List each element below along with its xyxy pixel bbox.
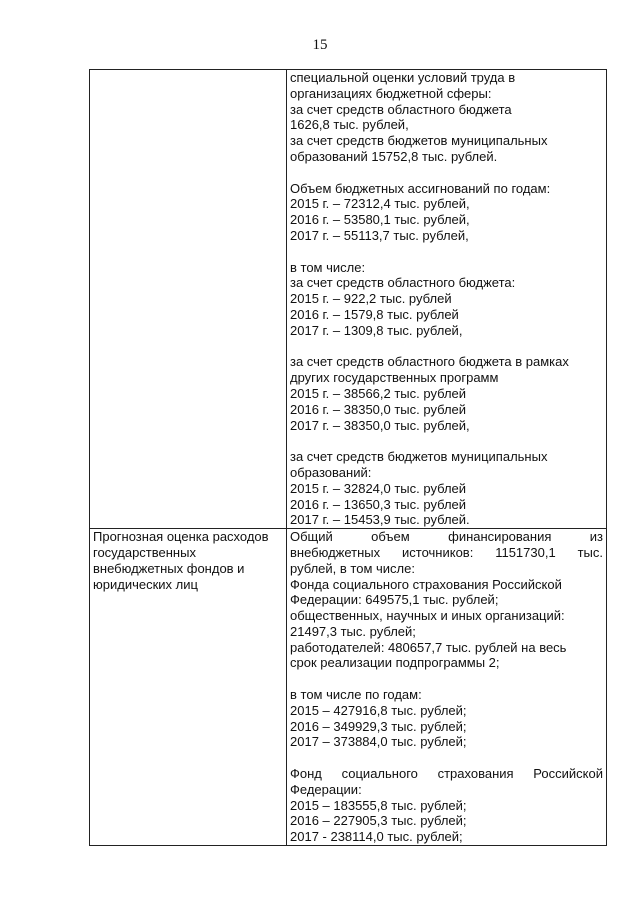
text-line: за счет средств бюджетов муниципальных bbox=[290, 449, 548, 465]
text-line: за счет средств областного бюджета bbox=[290, 101, 512, 117]
text-line: Общий объем финансирования из bbox=[290, 529, 603, 545]
text-line: в том числе по годам: bbox=[290, 687, 422, 703]
table-row-extrabudgetary bbox=[90, 529, 607, 846]
text-line: 2017 – 373884,0 тыс. рублей; bbox=[290, 734, 467, 750]
text-line: внебюджетных источников: 1151730,1 тыс. bbox=[290, 544, 603, 560]
row-label-cell bbox=[90, 529, 287, 846]
text-line: 2015 г. – 72312,4 тыс. рублей, bbox=[290, 196, 470, 212]
row-label-cell bbox=[90, 70, 287, 529]
text-line: 2016 г. – 53580,1 тыс. рублей, bbox=[290, 212, 470, 228]
text-line: других государственных программ bbox=[290, 370, 499, 386]
text-line: организациях бюджетной сферы: bbox=[290, 85, 492, 101]
text-line: 2017 г. – 55113,7 тыс. рублей, bbox=[290, 227, 469, 243]
row-label-line: государственных bbox=[93, 544, 196, 560]
text-line: 2017 г. – 1309,8 тыс. рублей, bbox=[290, 322, 463, 338]
text-line: Федерации: bbox=[290, 781, 362, 797]
text-line: 2017 г. – 38350,0 тыс. рублей, bbox=[290, 417, 470, 433]
table-row-budget bbox=[90, 70, 607, 529]
text-line: 2015 г. – 32824,0 тыс. рублей bbox=[290, 480, 467, 496]
text-line: 2016 г. – 13650,3 тыс. рублей bbox=[290, 496, 467, 512]
text-line: 2015 – 183555,8 тыс. рублей; bbox=[290, 797, 467, 813]
text-line: за счет средств областного бюджета в рамках bbox=[290, 354, 569, 370]
row-label-line: внебюджетных фондов и bbox=[93, 560, 245, 576]
row-content-cell bbox=[287, 529, 607, 846]
text-line: Федерации: 649575,1 тыс. рублей; bbox=[290, 592, 499, 608]
text-line: образований 15752,8 тыс. рублей. bbox=[290, 148, 498, 164]
program-table bbox=[89, 69, 607, 846]
page-number: 15 bbox=[312, 37, 328, 53]
text-line: в том числе: bbox=[290, 259, 366, 275]
row-label-line: юридических лиц bbox=[93, 576, 198, 592]
text-line: 2016 г. – 1579,8 тыс. рублей bbox=[290, 306, 459, 322]
text-line: работодателей: 480657,7 тыс. рублей на весь bbox=[290, 639, 567, 655]
text-line: 2015 г. – 38566,2 тыс. рублей bbox=[290, 385, 467, 401]
text-line: 21497,3 тыс. рублей; bbox=[290, 623, 416, 639]
text-line: за счет средств бюджетов муниципальных bbox=[290, 133, 548, 149]
text-line: 2016 – 227905,3 тыс. рублей; bbox=[290, 813, 467, 829]
text-line: 2017 г. – 15453,9 тыс. рублей. bbox=[290, 512, 470, 528]
text-line: Фонд социального страхования Российской bbox=[290, 766, 603, 782]
text-line: Объем бюджетных ассигнований по годам: bbox=[290, 180, 551, 196]
text-line: срок реализации подпрограммы 2; bbox=[290, 655, 500, 671]
text-line: специальной оценки условий труда в bbox=[290, 70, 516, 85]
text-line: 2015 г. – 922,2 тыс. рублей bbox=[290, 291, 452, 307]
row-content-cell bbox=[287, 70, 607, 529]
text-line: 2016 – 349929,3 тыс. рублей; bbox=[290, 718, 467, 734]
text-line: 1626,8 тыс. рублей, bbox=[290, 117, 409, 133]
text-line: за счет средств областного бюджета: bbox=[290, 275, 516, 291]
text-line: 2016 г. – 38350,0 тыс. рублей bbox=[290, 401, 467, 417]
text-line: Фонда социального страхования Российской bbox=[290, 576, 562, 592]
text-line: 2017 - 238114,0 тыс. рублей; bbox=[290, 829, 463, 845]
text-line: рублей, в том числе: bbox=[290, 560, 415, 576]
row-label-line: Прогнозная оценка расходов bbox=[93, 529, 269, 545]
text-line: образований: bbox=[290, 464, 372, 480]
text-line: общественных, научных и иных организаций: bbox=[290, 608, 565, 624]
text-line: 2015 – 427916,8 тыс. рублей; bbox=[290, 702, 467, 718]
